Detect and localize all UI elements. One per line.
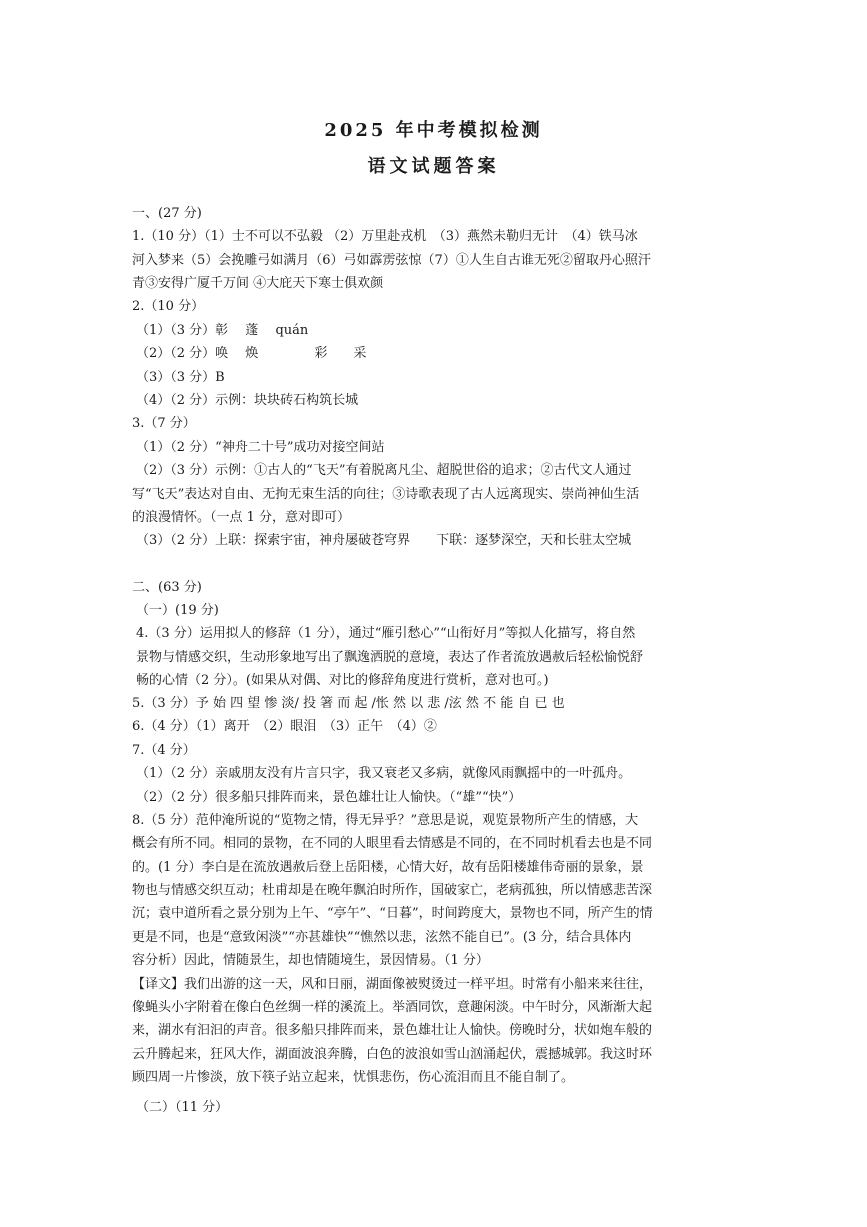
section-heading: 二、(63 分)	[132, 580, 202, 595]
text-line: （1）（2 分）“神舟二十号”成功对接空间站	[136, 440, 385, 455]
text-line: 写“飞天”表达对自由、无拘无束生活的向往；③诗歌表现了古人远离现实、崇尚神仙生活	[132, 487, 640, 502]
text-line: 畅的心情（2 分）。(如果从对偶、对比的修辞角度进行赏析，意对也可。)	[136, 673, 549, 688]
translation-line: 顾四周一片惨淡，放下筷子站立起来，忧惧悲伤，伤心流泪而且不能自制了。	[132, 1070, 575, 1085]
text-line: 物也与情感交织互动；杜甫却是在晚年飘泊时所作，国破家亡，老病孤独，所以情感悲苦深	[132, 883, 653, 898]
question-heading: 7.（4 分）	[132, 743, 196, 758]
text-line: （2）（2 分）唤 焕 彩 采	[136, 346, 367, 361]
subsection-heading: （二）（11 分）	[136, 1100, 229, 1115]
text-line: 沉；袁中道所看之景分别为上午、“亭午”、“日暮”，时间跨度大，景物也不同，所产生的情	[132, 906, 653, 921]
translation-line: 来，湖水有汩汩的声音。很多船只排阵而来，景色雄壮让人愉快。傍晚时分，状如炮车般的	[132, 1023, 653, 1038]
text-line: （2）（2 分）很多船只排阵而来，景色雄壮让人愉快。（“雄”“快”）	[136, 790, 522, 805]
text-line: 景物与情感交织，生动形象地写出了飘逸洒脱的意境，表达了作者流放遇赦后轻松愉悦舒	[136, 650, 644, 665]
translation-line: 云升腾起来，狂风大作，湖面波浪奔腾，白色的波浪如雪山汹涌起伏，震撼城郭。我这时环	[132, 1047, 653, 1062]
text-line: 更是不同，也是“意致闲淡”“亦甚雄快”“憔然以悲，泫然不能自已”。(3 分，结合具体内	[132, 930, 632, 945]
text-line: 1.（10 分）（1）士不可以不弘毅 （2）万里赴戎机 （3）燕然未勒归无计 （4）铁马冰	[132, 229, 638, 244]
text-line: 4.（3 分）运用拟人的修辞（1 分），通过“雁引愁心”“山衔好月”等拟人化描写，将自然	[136, 626, 636, 641]
text-line: 的浪漫情怀。（一点 1 分，意对即可）	[132, 510, 351, 525]
translation-line: 像蝇头小字附着在像白色丝绸一样的溪流上。举酒同饮，意趣闲淡。中午时分，风渐渐大起	[132, 1000, 653, 1015]
section-heading: 一、(27 分)	[132, 206, 202, 221]
text-line: 8.（5 分）范仲淹所说的“览物之情，得无异乎？”意思是说，观览景物所产生的情感，大	[132, 813, 639, 828]
text-line: 6.（4 分）（1）离开 （2）眼泪 （3）正午 （4）②	[132, 719, 437, 734]
translation-line: 【译文】我们出游的这一天，风和日丽，湖面像被熨烫过一样平坦。时常有小船来来往往，	[132, 977, 653, 992]
text-line: 5.（3 分）予 始 四 望 惨 淡/ 投 箸 而 起 /怅 然 以 悲 /泫 然 不 能 自 已 也	[132, 696, 565, 711]
text-line: 概会有所不同。相同的景物，在不同的人眼里看去情感是不同的，在不同时机看去也是不同	[132, 836, 653, 851]
question-heading: 2.（10 分）	[132, 299, 205, 314]
text-line: （3）（2 分）上联：探索宇宙，神舟屡破苍穹界 下联：逐梦深空，天和长驻太空城	[136, 533, 632, 548]
text-line: （4）（2 分）示例：块块砖石构筑长城	[136, 393, 359, 408]
text-line: （3）（3 分）B	[136, 370, 225, 385]
text-line: 的。(1 分）李白是在流放遇赦后登上岳阳楼，心情大好，故有岳阳楼雄伟奇丽的景象，景	[132, 860, 644, 875]
question-heading: 3.（7 分）	[132, 416, 196, 431]
text-line: 河入梦来（5）会挽雕弓如满月（6）弓如霹雳弦惊（7）①人生自古谁无死②留取丹心照汗	[132, 253, 651, 268]
text-line: （1）（2 分）亲戚朋友没有片言只字，我又衰老又多病，就像风雨飘摇中的一叶孤舟。	[136, 766, 632, 781]
page-title: 2025 年中考模拟检测	[324, 120, 543, 141]
subsection-heading: （一）(19 分)	[136, 603, 219, 618]
text-line: 容分析）因此，情随景生，却也情随境生，景因情易。（1 分）	[132, 953, 489, 968]
text-line: （2）（3 分）示例：①古人的“飞天”有着脱离凡尘、超脱世俗的追求；②古代文人通过	[136, 463, 632, 478]
text-line: 青③安得广厦千万间 ④大庇天下寒士俱欢颜	[132, 276, 384, 291]
text-line: （1）（3 分）彰 蓬 quán	[136, 323, 309, 338]
page-subtitle: 语文试题答案	[367, 156, 500, 177]
